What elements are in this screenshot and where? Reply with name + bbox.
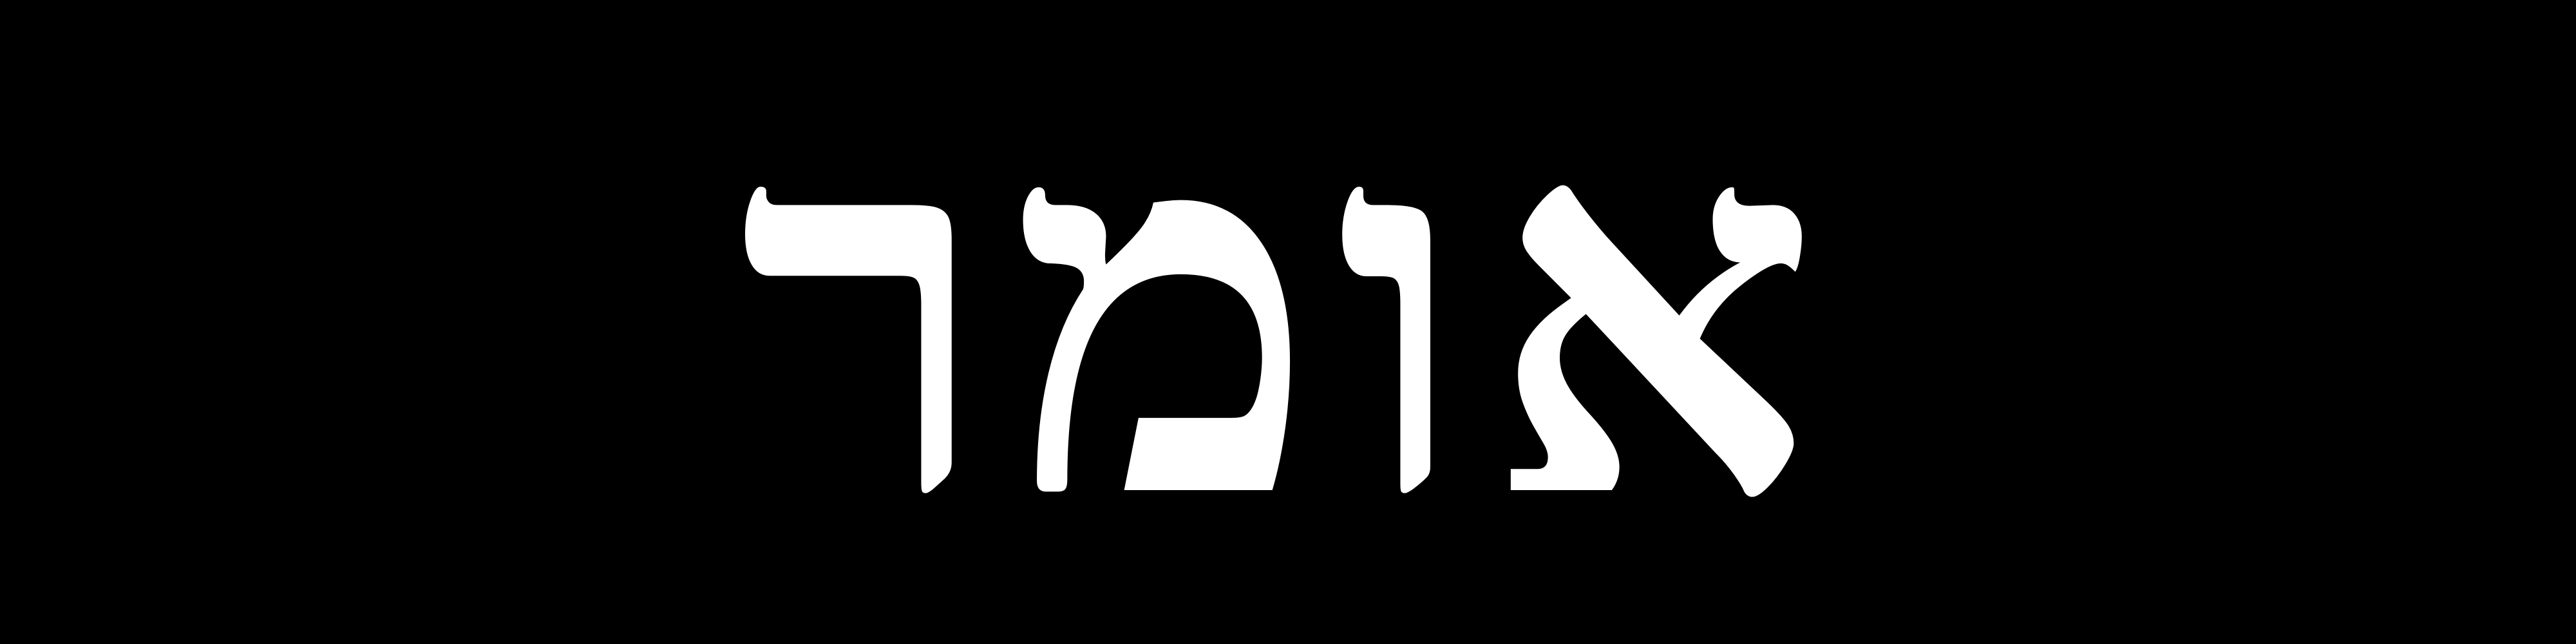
hebrew-word: אומר	[739, 6, 1837, 612]
